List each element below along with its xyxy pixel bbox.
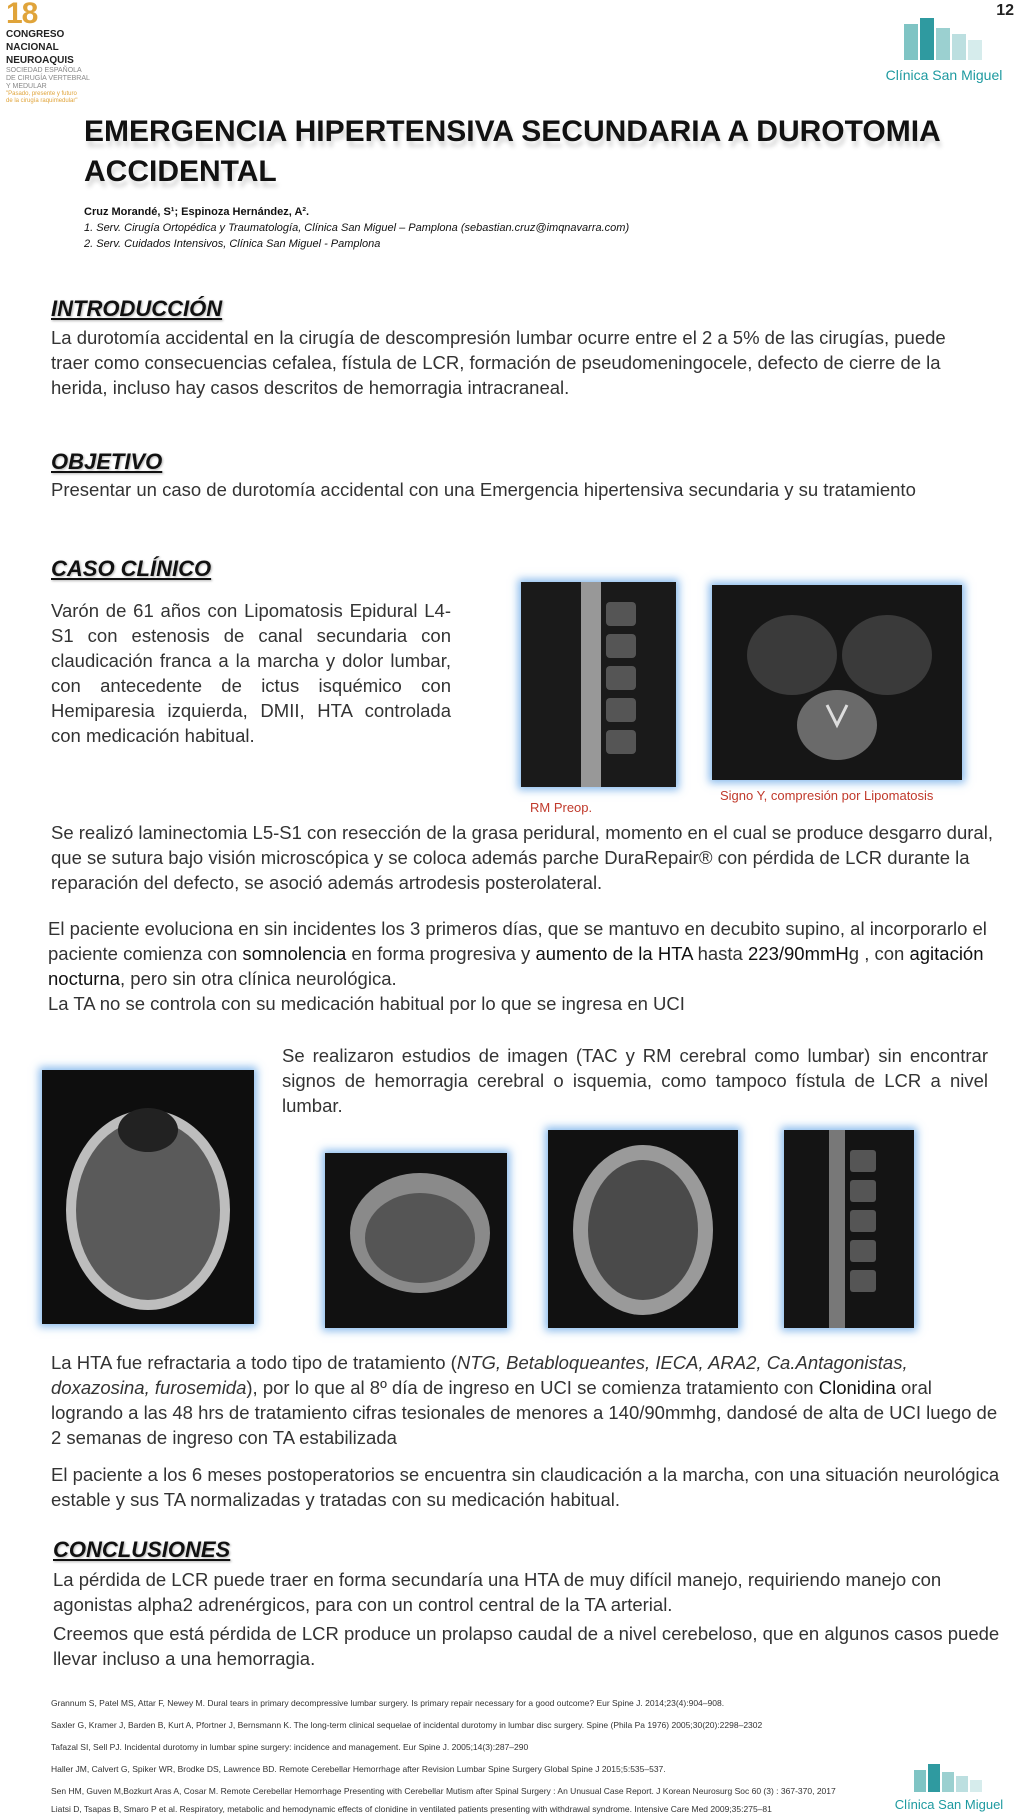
evol-uci: La TA no se controla con su medicación habitual por lo que se ingresa en UCI	[48, 993, 685, 1014]
evol-ta-value: 223/90mmH	[748, 943, 849, 964]
logo-number: 18	[6, 0, 38, 30]
conclusiones-text-2: Creemos que está pérdida de LCR produce un prolapso caudal de a nivel cerebeloso, que en algunos casos puede llevar incluso a una hemorragia.	[53, 1623, 1000, 1669]
spine-sagittal-icon	[521, 582, 676, 787]
logo-sub-1: SOCIEDAD ESPAÑOLA	[6, 67, 82, 74]
page-number: 12	[996, 2, 1014, 19]
objetivo-text: Presentar un caso de durotomía accidental con una Emergencia hipertensiva secundaria y su tratamiento	[51, 479, 916, 500]
mri-brain-axial-image	[548, 1130, 738, 1328]
hta-part-2: ), por lo que al 8º día de ingreso en UCI se comienza tratamiento con	[246, 1377, 819, 1398]
mri-sagittal-image	[521, 582, 676, 787]
footer-clinic-logo	[894, 1762, 1004, 1812]
reference-5: Sen HM, Guven M,Bozkurt Aras A, Cosar M. Remote Cerebellar Hemorrhage Presenting with Cerebellar Mutism after Spinal Surgery : An Unusual Case Report. J Korean Neurosurg Soc 60 (3) : 367-370, 2017	[51, 1786, 836, 1796]
caso-text: Varón de 61 años con Lipomatosis Epidural L4-S1 con estenosis de canal secundaria con claudicación franca a la marcha y dolor lumbar, con antecedente de ictus isquémico con Hemiparesia izquierda, DMII, HTA controlada con medicación habitual.	[51, 600, 451, 746]
surgery-text: Se realizó laminectomia L5-S1 con resección de la grasa peridural, momento en el cual se produce desgarro dural, que se sutura bajo visión microscópica y se coloca además parche DuraRepair® con pérdida de LCR durante la reparación del defecto, se asoció además artrodesis posterolateral.	[51, 822, 993, 893]
caption-rm-preop: RM Preop.	[530, 800, 593, 815]
mri-brain-sagittal-image	[325, 1153, 507, 1328]
logo-tag-1: "Pasado, presente y futuro	[6, 91, 77, 97]
clinic-logo	[884, 14, 1004, 84]
brain-ct-icon	[42, 1070, 254, 1324]
conclusiones-text-1: La pérdida de LCR puede traer en forma secundaría una HTA de muy difícil manejo, requiriendo manejo con agonistas alpha2 adrenérgicos, para con un control central de la TA arterial.	[53, 1569, 942, 1615]
hta-text	[51, 1350, 1001, 1450]
evol-part-3: hasta	[692, 943, 748, 964]
intro-text: La durotomía accidental en la cirugía de descompresión lumbar ocurre entre el 2 a 5% de las cirugías, puede traer como consecuencias cefalea, fístula de LCR, formación de pseudomeningocele, defecto de cierre de la herida, incluso hay casos descritos de hemorragia intracraneal.	[51, 327, 946, 398]
reference-6: Liatsi D, Tsapas B, Smaro P et al. Respiratory, metabolic and hemodynamic effects of clonidine in ventilated patients presenting with withdrawal syndrome. Intensive Care Med 2009;35:275–81	[51, 1804, 772, 1814]
objetivo-heading: OBJETIVO	[51, 449, 163, 474]
caption-signo-y: Signo Y, compresión por Lipomatosis	[720, 788, 934, 803]
reference-1: Grannum S, Patel MS, Attar F, Newey M. Dural tears in primary decompressive lumbar surgery. Is primary repair necessary for a good outcome? Eur Spine J. 2014;23(4):904–908.	[51, 1698, 725, 1708]
logo-line-3: NEUROAQUIS	[6, 55, 74, 66]
logo-sub-2: DE CIRUGÍA VERTEBRAL	[6, 75, 90, 82]
intro-heading: INTRODUCCIÓN	[51, 296, 223, 321]
mri-lumbar-postop-image	[784, 1130, 914, 1328]
conclusiones-heading: CONCLUSIONES	[53, 1537, 231, 1562]
logo-line-2: NACIONAL	[6, 42, 59, 53]
logo-line-1: CONGRESO	[6, 29, 65, 40]
brain-sagittal-icon	[325, 1153, 507, 1328]
spine-postop-icon	[784, 1130, 914, 1328]
estudios-text: Se realizaron estudios de imagen (TAC y RM cerebral como lumbar) sin encontrar signos de hemorragia cerebral o isquemia, como tampoco fístula de LCR a nivel lumbar.	[282, 1045, 988, 1116]
reference-2: Saxler G, Kramer J, Barden B, Kurt A, Pfortner J, Bernsmann K. The long-term clinical sequelae of incidental durotomy in lumbar disc surgery. Spine (Phila Pa 1976) 2005;30(20):2298–2302	[51, 1720, 763, 1730]
references	[51, 1698, 991, 1813]
affiliation-2: 2. Serv. Cuidados Intensivos, Clínica San Miguel - Pamplona	[84, 238, 381, 250]
footer-clinic-name: Clínica San Miguel	[894, 1797, 1004, 1812]
logo-sub-3: Y MEDULAR	[6, 83, 47, 90]
evol-somnolencia: somnolencia	[242, 943, 347, 964]
hta-part-3: oral logrando a las 48 hrs de tratamiento cifras tesionales de menores a 140/90mmhg, dandosé de alta de UCI luego de 2 semanas de ingreso con TA estabilizada	[51, 1377, 998, 1448]
authors: Cruz Morandé, S¹; Espinoza Hernández, A².	[84, 206, 310, 218]
caso-heading: CASO CLÍNICO	[51, 556, 212, 581]
evol-part-2: en forma progresiva y	[346, 943, 536, 964]
seguimiento-text: El paciente a los 6 meses postoperatorios se encuentra sin claudicación a la marcha, con una situación neurológica estable y sus TA normalizadas y tratadas con su medicación habitual.	[51, 1464, 1000, 1510]
spine-axial-icon	[712, 585, 962, 780]
clinic-building-icon	[884, 14, 1004, 62]
reference-3: Tafazal SI, Sell PJ. Incidental durotomy in lumbar spine surgery: incidence and management. Eur Spine J. 2005;14(3):287–290	[51, 1742, 529, 1752]
brain-axial-icon	[548, 1130, 738, 1328]
clinic-name: Clínica San Miguel	[885, 67, 1003, 83]
hta-drugs: NTG, Betabloqueantes, IECA, ARA2, Ca.Antagonistas, doxazosina, furosemida	[51, 1352, 908, 1398]
congress-logo	[6, 0, 96, 105]
evolution-text	[48, 916, 998, 1016]
hta-clonidina: Clonidina	[818, 1377, 896, 1398]
affiliation-1: 1. Serv. Cirugía Ortopédica y Traumatología, Clínica San Miguel – Pamplona (sebastian.cruz@imqnavarra.com)	[84, 222, 630, 234]
evol-part-1: El paciente evoluciona en sin incidentes los 3 primeros días, que se mantuvo en decubito supino, al incorporarlo el paciente comienza con	[48, 918, 987, 964]
ct-brain-image	[42, 1070, 254, 1324]
hta-part-1: La HTA fue refractaria a todo tipo de tratamiento (	[51, 1352, 457, 1373]
reference-4: Haller JM, Calvert G, Spiker WR, Brodke DS, Lawrence BD. Remote Cerebellar Hemorrhage after Revision Lumbar Spine Surgery Global Spine J 2015;5:535–537.	[51, 1764, 666, 1774]
evol-part-5: , pero sin otra clínica neurológica.	[120, 968, 397, 989]
evol-agitacion: agitación nocturna	[48, 943, 984, 989]
page-title: EMERGENCIA HIPERTENSIVA SECUNDARIA A DUROTOMIA ACCIDENTAL	[84, 115, 940, 188]
evol-part-4: g , con	[848, 943, 910, 964]
footer-clinic-building-icon	[894, 1762, 1004, 1792]
mri-axial-image	[712, 585, 962, 780]
evol-aumento-hta: aumento de la HTA	[535, 943, 693, 964]
logo-tag-2: de la cirugía raquimedular"	[6, 98, 78, 104]
